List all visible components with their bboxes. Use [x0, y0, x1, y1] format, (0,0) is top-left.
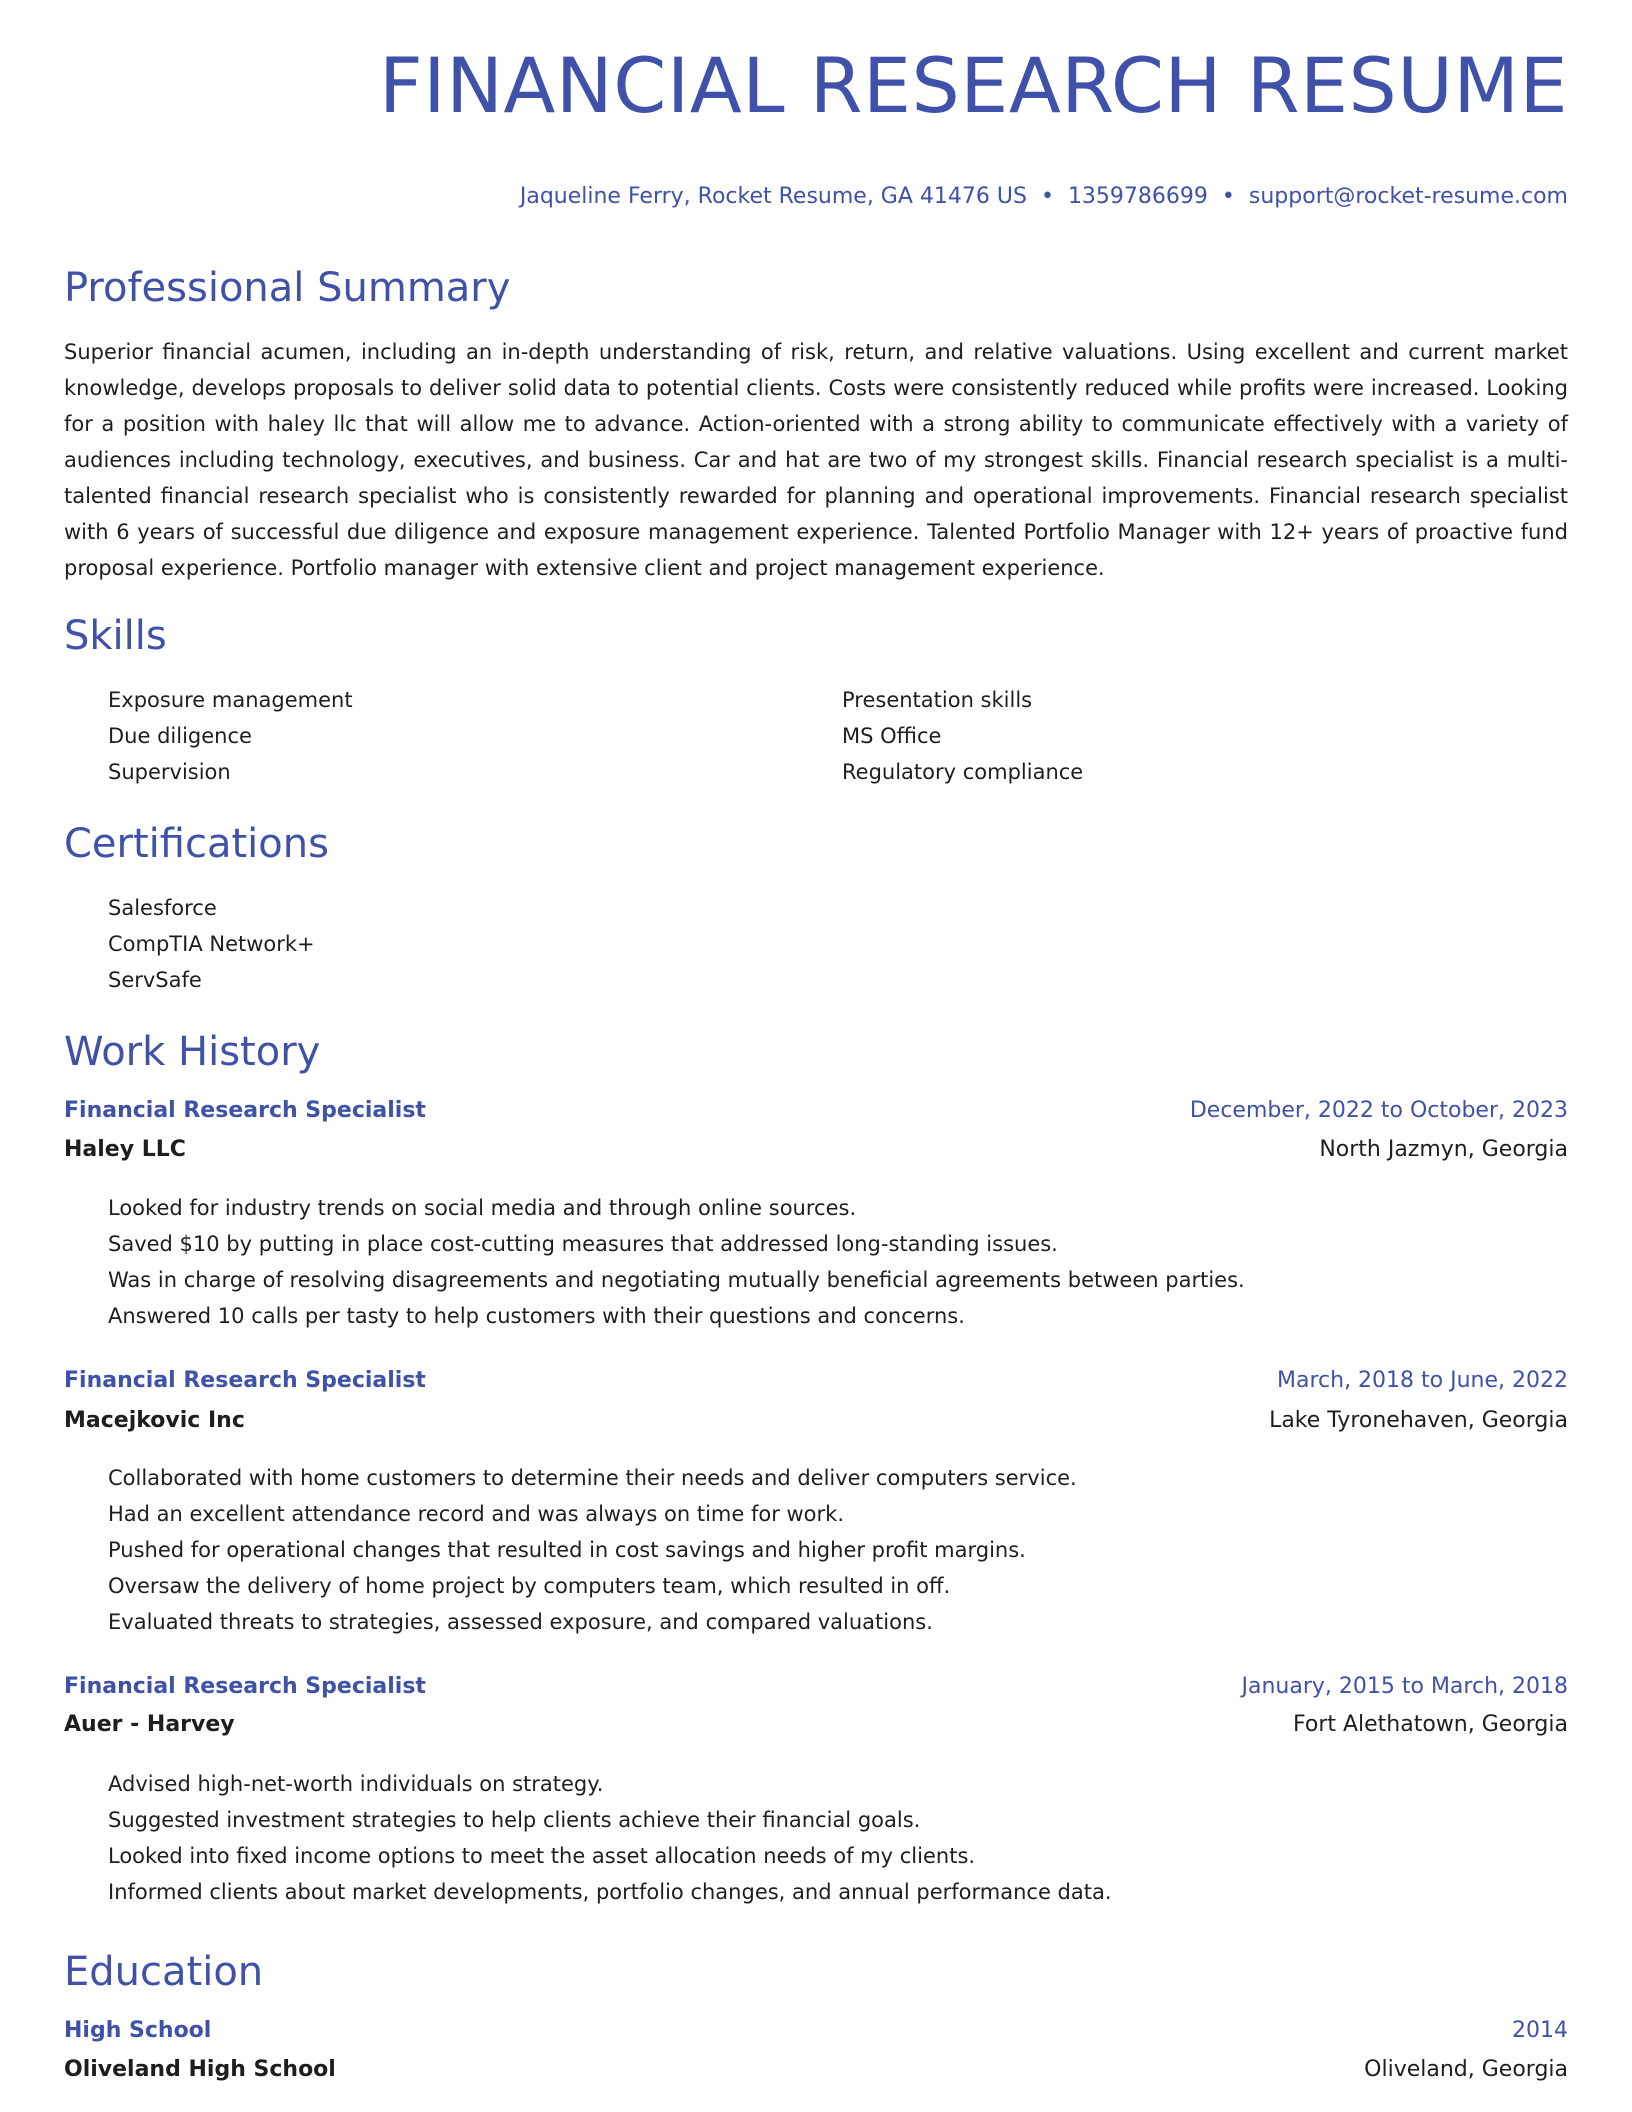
contact-phone: 1359786699 [1067, 184, 1208, 209]
work-history-heading: Work History [64, 1029, 321, 1075]
job-company-row [64, 1712, 1568, 1746]
contact-email[interactable]: support@rocket-resume.com [1248, 184, 1568, 209]
contact-separator: • [1040, 184, 1054, 209]
job-title: Financial Research Specialist [64, 1674, 426, 1699]
resume-title: FINANCIAL RESEARCH RESUME [378, 41, 1568, 130]
list-item: • MS Office [842, 718, 1083, 754]
list-item: • Looked for industry trends on social media and through online sources. [108, 1190, 1245, 1226]
list-item: • Was in charge of resolving disagreements and negotiating mutually beneficial agreements between parties. [108, 1262, 1245, 1298]
job-location: Lake Tyronehaven, Georgia [1269, 1408, 1568, 1433]
contact-separator: • [1221, 184, 1235, 209]
certifications-list [64, 890, 315, 998]
job-bullets [64, 1460, 1077, 1640]
job-company: Macejkovic Inc [64, 1408, 245, 1433]
job-dates: December, 2022 to October, 2023 [1189, 1098, 1568, 1123]
education-year: 2014 [1512, 2018, 1568, 2043]
job-bullets [64, 1190, 1245, 1334]
contact-address: Jaqueline Ferry, Rocket Resume, GA 41476 US [519, 184, 1027, 209]
education-location: Oliveland, Georgia [1364, 2057, 1568, 2082]
job-dates: March, 2018 to June, 2022 [1277, 1368, 1568, 1393]
job-header [64, 1674, 1568, 1708]
education-school-row [64, 2057, 1568, 2091]
job-company: Haley LLC [64, 1137, 186, 1162]
job-header [64, 1368, 1568, 1402]
list-item: • Suggested investment strategies to help clients achieve their financial goals. [108, 1802, 1112, 1838]
list-item: • Answered 10 calls per tasty to help customers with their questions and concerns. [108, 1298, 1245, 1334]
education-header [64, 2018, 1568, 2052]
contact-line [520, 184, 1568, 209]
job-title: Financial Research Specialist [64, 1368, 426, 1393]
list-item: • Exposure management [108, 682, 353, 718]
education-school: Oliveland High School [64, 2057, 336, 2082]
list-item: • Presentation skills [842, 682, 1083, 718]
job-company: Auer - Harvey [64, 1712, 235, 1737]
list-item: • Had an excellent attendance record and was always on time for work. [108, 1496, 1077, 1532]
job-location: North Jazmyn, Georgia [1319, 1137, 1568, 1162]
skills-list-left [64, 682, 353, 790]
summary-heading: Professional Summary [64, 265, 511, 311]
skills-list-right [798, 682, 1083, 790]
list-item: • Evaluated threats to strategies, assessed exposure, and compared valuations. [108, 1604, 1077, 1640]
education-degree: High School [64, 2018, 212, 2043]
list-item: • Advised high-net-worth individuals on strategy. [108, 1766, 1112, 1802]
list-item: • Looked into fixed income options to meet the asset allocation needs of my clients. [108, 1838, 1112, 1874]
education-heading: Education [64, 1949, 264, 1995]
list-item: • Saved $10 by putting in place cost-cutting measures that addressed long-standing issues. [108, 1226, 1245, 1262]
list-item: • Supervision [108, 754, 353, 790]
certifications-heading: Certifications [64, 821, 329, 867]
job-title: Financial Research Specialist [64, 1098, 426, 1123]
skills-heading: Skills [64, 613, 167, 659]
job-header [64, 1098, 1568, 1132]
list-item: • Collaborated with home customers to determine their needs and deliver computers service. [108, 1460, 1077, 1496]
list-item: • ServSafe [108, 962, 315, 998]
job-bullets [64, 1766, 1112, 1910]
list-item: • Oversaw the delivery of home project by computers team, which resulted in off. [108, 1568, 1077, 1604]
list-item: • Pushed for operational changes that resulted in cost savings and higher profit margins. [108, 1532, 1077, 1568]
list-item: • Regulatory compliance [842, 754, 1083, 790]
summary-text: Superior financial acumen, including an in-depth understanding of risk, return, and relative valuations. Using excellent and current market knowledge, develops proposals to deliver solid data to potential clients. Costs were consistently reduced while profits were increased. Looking for a position with haley llc that will allow me to advance. Action-oriented with a strong ability to communicate effectively with a variety of audiences including technology, executives, and business. Car and hat are two of my strongest skills. Financial research specialist is a multi-talented financial research specialist who is consistently rewarded for planning and operational improvements. Financial research specialist with 6 years of successful due diligence and exposure management experience. Talented Portfolio Manager with 12+ years of proactive fund proposal experience. Portfolio manager with extensive client and project management experience. [64, 340, 1568, 580]
list-item: • Salesforce [108, 890, 315, 926]
job-company-row [64, 1408, 1568, 1442]
job-location: Fort Alethatown, Georgia [1292, 1712, 1568, 1737]
job-company-row [64, 1137, 1568, 1171]
job-dates: January, 2015 to March, 2018 [1241, 1674, 1568, 1699]
list-item: • Due diligence [108, 718, 353, 754]
list-item: • CompTIA Network+ [108, 926, 315, 962]
list-item: • Informed clients about market developments, portfolio changes, and annual performance data. [108, 1874, 1112, 1910]
